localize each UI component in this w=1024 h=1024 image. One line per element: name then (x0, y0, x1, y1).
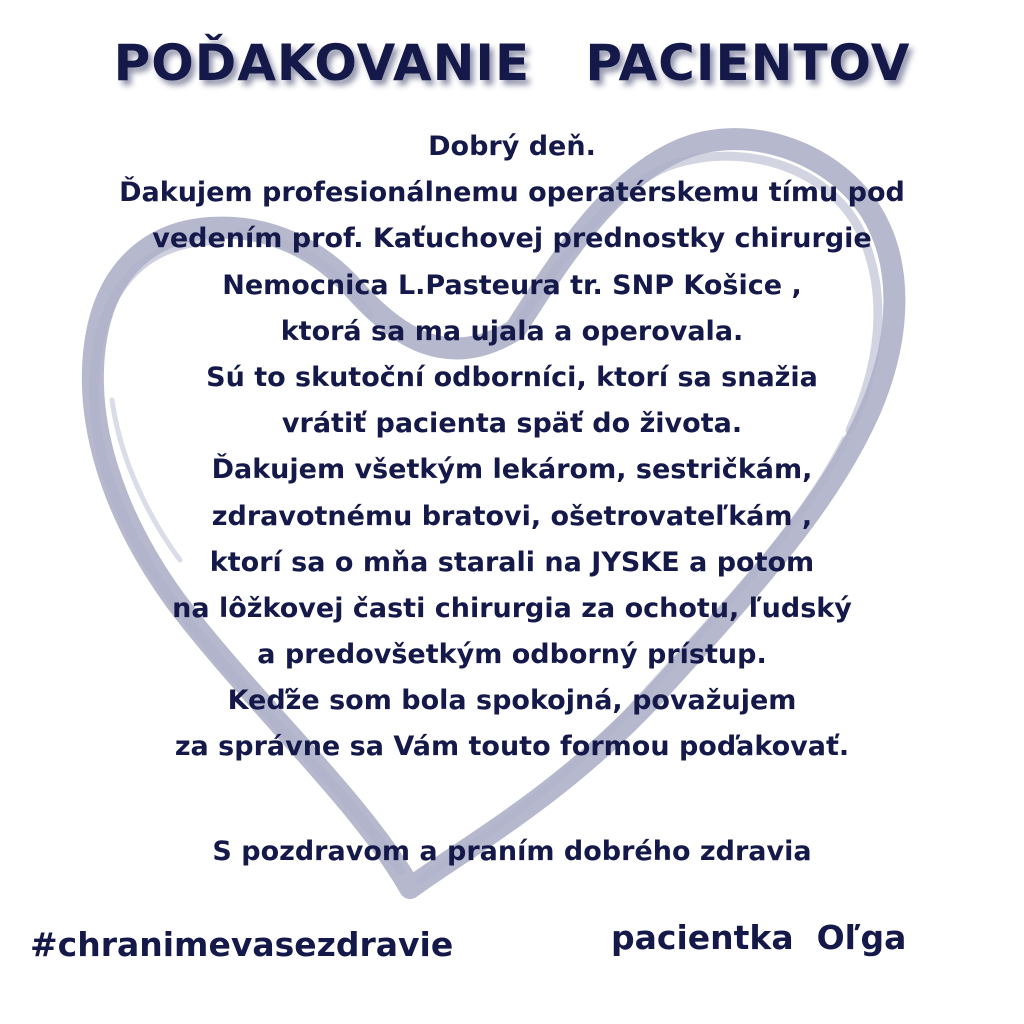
letter-body (0, 124, 1024, 771)
letter-line: na lôžkovej časti chirurgia za ochotu, ľudský (172, 592, 852, 624)
letter-line: ktorí sa o mňa starali na JYSKE a potom (209, 546, 815, 578)
page-title: POĎAKOVANIE PACIENTOV (113, 34, 911, 92)
letter-line: Ďakujem profesionálnemu operatérskemu tímu pod (119, 177, 905, 209)
letter-line: za správne sa Vám touto formou poďakovať. (174, 731, 850, 763)
letter-closing: S pozdravom a praním dobrého zdravia (212, 836, 812, 867)
hashtag-text: #chranimevasezdravie (30, 925, 454, 964)
letter-line: Dobrý deň. (428, 131, 596, 162)
letter-line: zdravotnému bratovi, ošetrovateľkám , (211, 500, 813, 532)
letter-line: Sú to skutoční odborníci, ktorí sa snažia (206, 361, 818, 393)
letter-line: vedením prof. Kaťuchovej prednostky chirurgie (152, 223, 872, 255)
letter-line: ktorá sa ma ujala a operovala. (280, 315, 744, 347)
letter-line: Ďakujem všetkým lekárom, sestričkám, (211, 454, 813, 486)
letter-line: vrátiť pacienta späť do života. (281, 408, 743, 440)
letter-line: Nemocnica L.Pasteura tr. SNP Košice , (222, 269, 802, 301)
signature-text: pacientka Oľga (611, 918, 907, 957)
letter-line: a predovšetkým odborný prístup. (257, 639, 767, 671)
letter-line: Keďže som bola spokojná, považujem (227, 685, 797, 717)
